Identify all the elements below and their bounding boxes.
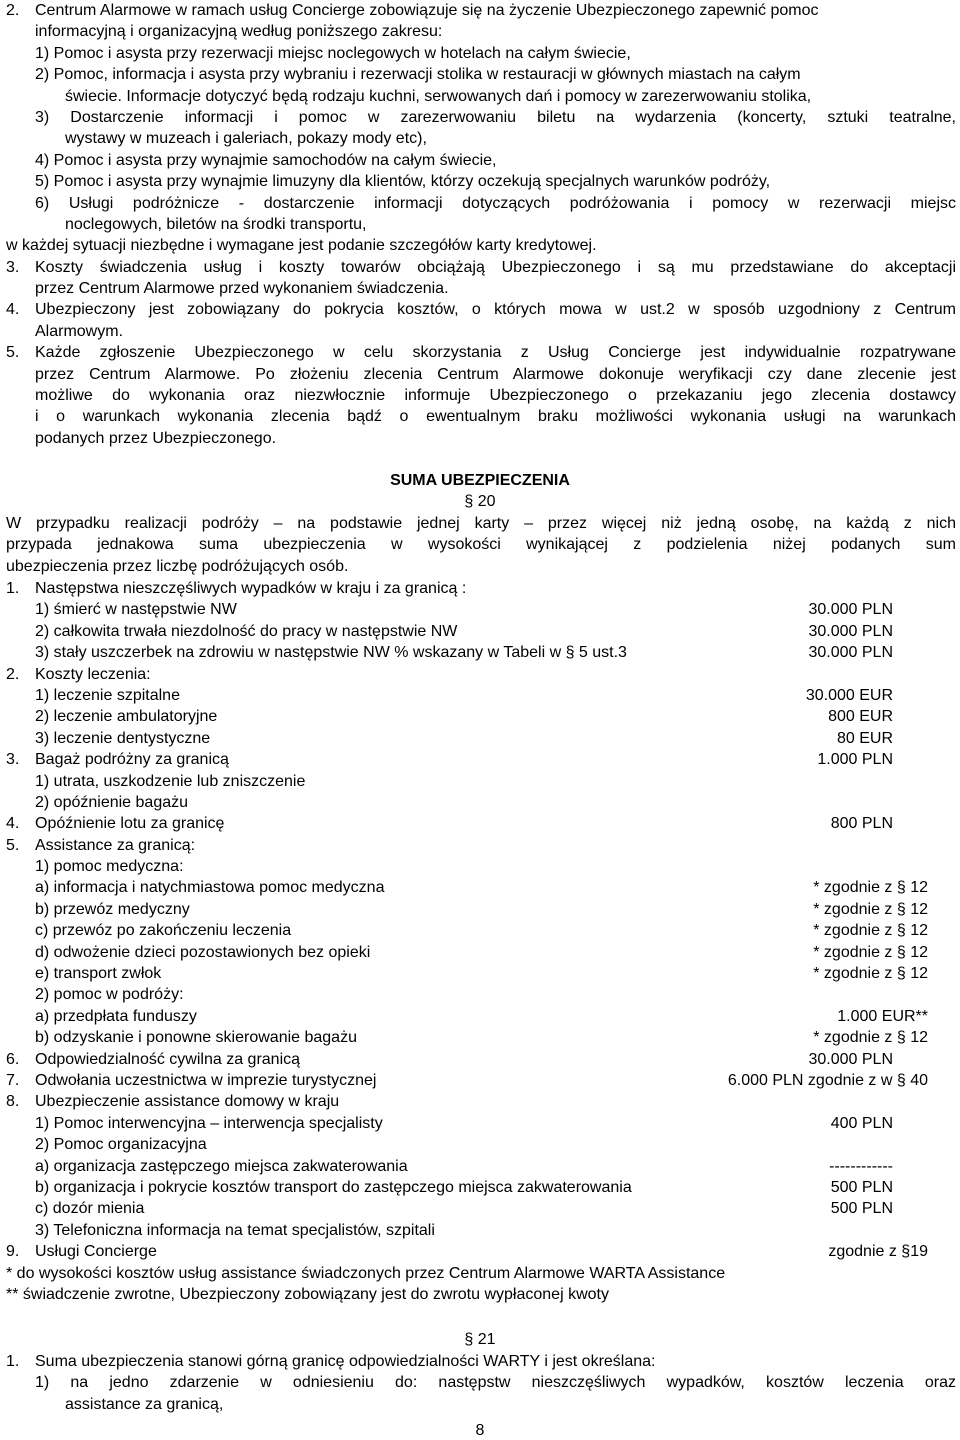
sum-row-label (6, 1263, 725, 1284)
sum-row-amount: 1.000 PLN (817, 751, 893, 769)
text-line-content: Każde zgłoszenie Ubezpieczonego w celu skorzystania z Usług Concierge jest indywidualnie rozpatrywane (35, 344, 956, 362)
insurance-sum-heading-block (0, 470, 960, 513)
sum-row (0, 835, 960, 856)
sum-row-amount: * zgodnie z § 12 (813, 1029, 928, 1047)
item-number: 2. (6, 665, 20, 683)
paragraph-21-text (0, 1351, 960, 1415)
text-line (0, 278, 960, 299)
text-line (0, 64, 960, 85)
paragraph-21-mark: § 21 (464, 1331, 496, 1348)
sum-row-label (35, 1177, 632, 1198)
text-line (0, 342, 960, 363)
sum-row-label (35, 685, 180, 706)
sum-row (0, 706, 960, 727)
text-line-content: 1) na jedno zdarzenie w odniesieniu do: następstw nieszczęśliwych wypadków, kosztów leczenia oraz (35, 1374, 956, 1392)
sum-row-amount: 30.000 PLN (808, 1050, 893, 1068)
sum-row-label (35, 1113, 383, 1134)
sum-row-text: Usługi Concierge (35, 1243, 157, 1261)
text-line-content: assistance za granicą, (65, 1395, 224, 1413)
item-number: 5. (6, 836, 20, 854)
insurance-sums-list (0, 578, 960, 1305)
sum-row-label (6, 1284, 609, 1305)
item-number: 2. (6, 2, 20, 19)
sum-row-text: Koszty leczenia: (35, 665, 151, 683)
text-line (0, 0, 960, 21)
sum-row-label (35, 1027, 357, 1048)
sum-row-amount: 1.000 EUR** (837, 1007, 928, 1025)
sum-row (0, 1220, 960, 1241)
sum-row-amount: ------------ (829, 1157, 893, 1175)
sum-row (0, 1070, 960, 1091)
sum-row (0, 642, 960, 663)
text-line-content: 4) Pomoc i asysta przy wynajmie samochodów na całym świecie, (35, 151, 497, 169)
sum-row (0, 728, 960, 749)
text-line (0, 321, 960, 342)
page-footer (0, 1420, 960, 1440)
sum-row-amount: 80 EUR (836, 729, 893, 747)
text-line (0, 21, 960, 42)
sum-row-label (35, 1198, 144, 1219)
text-line (0, 235, 960, 256)
sum-row (0, 1284, 960, 1305)
sum-row-text: a) przedpłata funduszy (35, 1007, 197, 1025)
paragraph-20-mark: § 20 (464, 493, 496, 511)
item-number: 8. (6, 1093, 20, 1111)
text-line (0, 1394, 960, 1415)
text-line (0, 171, 960, 192)
sum-row-amount: * zgodnie z § 12 (813, 965, 928, 983)
sum-row (0, 1134, 960, 1155)
sum-row-text: d) odwożenie dzieci pozostawionych bez opieki (35, 943, 371, 961)
sum-row-text: b) organizacja i pokrycie kosztów transport do zastępczego miejsca zakwaterowania (35, 1178, 632, 1196)
sum-row (0, 1049, 960, 1070)
sum-row-label (35, 706, 217, 727)
sum-row-text: a) informacja i natychmiastowa pomoc medyczna (35, 879, 385, 897)
paragraph-21-block (0, 1329, 960, 1350)
text-line (0, 385, 960, 406)
sum-row-label (35, 792, 188, 813)
sum-row-amount: 30.000 PLN (808, 644, 893, 662)
item-number: 6. (6, 1050, 20, 1068)
sum-row-label (35, 856, 184, 877)
item-number: 1. (6, 580, 20, 597)
text-line-content: Alarmowym. (35, 322, 124, 340)
sum-row-amount: 400 PLN (830, 1114, 893, 1132)
text-line-content: przez Centrum Alarmowe. Po złożeniu zlecenia Centrum Alarmowe dokonuje weryfikacji czy dane zlecenie jest (35, 365, 956, 383)
sum-row-label (6, 1241, 157, 1262)
text-line-content: przypada jednakowa suma ubezpieczenia w wysokości wynikającej z podzielenia niżej podanych sum (6, 536, 956, 554)
text-line (0, 513, 960, 534)
sum-row-label (35, 728, 210, 749)
sum-row-label (6, 1091, 339, 1112)
sum-row-amount: 30.000 PLN (808, 601, 893, 619)
sum-row-label (6, 1049, 300, 1070)
sum-row (0, 1177, 960, 1198)
sum-row-label (6, 578, 466, 599)
item-number: 3. (6, 258, 20, 276)
sum-row-amount: 500 PLN (830, 1178, 893, 1196)
text-line-content: Koszty świadczenia usług i koszty towarów obciążają Ubezpieczonego i są mu przedstawiane do akceptacji (35, 258, 956, 276)
sum-row (0, 899, 960, 920)
text-line-content: wystawy w muzeach i galeriach, pokazy mody etc), (65, 130, 427, 148)
sum-row-text: 2) opóźnienie bagażu (35, 793, 189, 811)
text-line (0, 428, 960, 449)
sum-row-amount: 500 PLN (830, 1200, 893, 1218)
sum-row-text: 1) śmierć w następstwie NW (35, 601, 237, 619)
sum-row (0, 792, 960, 813)
text-line-content: 5) Pomoc i asysta przy wynajmie limuzyny dla klientów, którzy oczekują specjalnych warunków podróży, (35, 173, 771, 191)
sum-row-text: 3) stały uszczerbek na zdrowiu w następstwie NW % wskazany w Tabeli w § 5 ust.3 (35, 644, 627, 662)
sum-row (0, 685, 960, 706)
text-line (0, 534, 960, 555)
insurance-sum-intro (0, 513, 960, 577)
sum-row-text: Odpowiedzialność cywilna za granicą (35, 1050, 301, 1068)
sum-row-amount: 800 PLN (830, 815, 893, 833)
sum-row-text: 2) Pomoc organizacyjna (35, 1136, 207, 1154)
sum-row-text: 3) leczenie dentystyczne (35, 729, 211, 747)
text-line (0, 43, 960, 64)
section-title: SUMA UBEZPIECZENIA (390, 472, 570, 489)
sum-row-amount: 800 EUR (828, 708, 893, 726)
sum-row (0, 1091, 960, 1112)
sum-row-label (35, 771, 305, 792)
sum-row-label (35, 621, 457, 642)
sum-row-text: 2) leczenie ambulatoryjne (35, 708, 218, 726)
sum-row-text: * do wysokości kosztów usług assistance świadczonych przez Centrum Alarmowe WARTA Assistance (6, 1264, 726, 1282)
text-line-content: 2) Pomoc, informacja i asysta przy wybraniu i rezerwacji stolika w restauracji w głównych miastach na całym (35, 66, 801, 84)
sum-row (0, 856, 960, 877)
sum-row-text: a) organizacja zastępczego miejsca zakwaterowania (35, 1157, 408, 1175)
sum-row (0, 813, 960, 834)
sum-row-label (35, 963, 161, 984)
sum-row-label (35, 1006, 197, 1027)
text-line (0, 193, 960, 214)
sum-row (0, 1263, 960, 1284)
text-line (0, 150, 960, 171)
sum-row-text: 1) leczenie szpitalne (35, 686, 180, 704)
sum-row-text: Ubezpieczenie assistance domowy w kraju (35, 1093, 340, 1111)
item-number: 9. (6, 1243, 20, 1261)
sum-row-amount: * zgodnie z § 12 (813, 879, 928, 897)
sum-row (0, 664, 960, 685)
sum-row-text: 1) pomoc medyczna: (35, 858, 184, 876)
sum-row-text: c) przewóz po zakończeniu leczenia (35, 922, 292, 940)
sum-row (0, 920, 960, 941)
sum-row (0, 984, 960, 1005)
sum-row-label (35, 642, 627, 663)
sum-row-text: 1) Pomoc interwencyjna – interwencja specjalisty (35, 1114, 383, 1132)
text-line-content: w każdej sytuacji niezbędne i wymagane jest podanie szczegółów karty kredytowej. (6, 237, 597, 255)
text-line-content: świecie. Informacje dotyczyć będą rodzaju kuchni, serwowanych dań i pomocy w zarezerwowaniu stolika, (65, 87, 812, 105)
sum-row (0, 578, 960, 599)
item-number: 5. (6, 344, 20, 362)
sum-row-amount: * zgodnie z § 12 (813, 900, 928, 918)
sum-row-text: Opóźnienie lotu za granicę (35, 815, 225, 833)
item-number: 4. (6, 815, 20, 833)
sum-row-text: 1) utrata, uszkodzenie lub zniszczenie (35, 772, 306, 790)
sum-row (0, 877, 960, 898)
text-line (0, 86, 960, 107)
sum-row-label (35, 1156, 408, 1177)
sum-row-label (6, 1070, 376, 1091)
sum-row-amount: 30.000 EUR (805, 686, 893, 704)
sum-row-text: b) przewóz medyczny (35, 900, 190, 918)
sum-row-label (6, 749, 229, 770)
sum-row-amount: 30.000 PLN (808, 622, 893, 640)
text-line-content: ubezpieczenia przez liczbę podróżujących osób. (6, 557, 349, 575)
sum-row (0, 942, 960, 963)
sum-row (0, 1113, 960, 1134)
sum-row-text: Odwołania uczestnictwa w imprezie turystycznej (35, 1071, 377, 1089)
sum-row-text: c) dozór mienia (35, 1200, 145, 1218)
sum-row-label (35, 984, 184, 1005)
text-line (0, 1372, 960, 1393)
text-line (0, 128, 960, 149)
sum-row-label (35, 920, 291, 941)
sum-row-text: e) transport zwłok (35, 965, 162, 983)
text-line (0, 107, 960, 128)
text-line-content: możliwe do wykonania oraz niezwłocznie informuje Ubezpieczonego o przekazaniu jego zlecenia dostawcy (35, 387, 956, 405)
sum-row (0, 599, 960, 620)
item-number: 4. (6, 301, 20, 319)
text-line-content: i o warunkach wykonania zlecenia bądź o ewentualnym braku możliwości wykonania usługi na warunkach (35, 408, 956, 426)
text-line-content: noclegowych, biletów na środki transportu, (65, 215, 367, 233)
sum-row-text: 3) Telefoniczna informacja na temat specjalistów, szpitali (35, 1221, 435, 1239)
sum-row-text: Assistance za granicą: (35, 836, 196, 854)
sum-row-text: 2) pomoc w podróży: (35, 986, 184, 1004)
text-line-content: Centrum Alarmowe w ramach usług Concierge zobowiązuje się na życzenie Ubezpieczonego zapewnić pomoc (35, 2, 819, 19)
text-line-content: podanych przez Ubezpieczonego. (35, 429, 277, 447)
text-line (0, 214, 960, 235)
concierge-services-section (0, 0, 960, 449)
sum-row-amount: zgodnie z §19 (828, 1243, 928, 1261)
text-line (0, 257, 960, 278)
sum-row-amount: * zgodnie z § 12 (813, 922, 928, 940)
sum-row-label (35, 942, 370, 963)
sum-row (0, 1006, 960, 1027)
sum-row-label (35, 1134, 207, 1155)
sum-row (0, 621, 960, 642)
sum-row-text: Następstwa nieszczęśliwych wypadków w kraju i za granicą : (35, 580, 467, 597)
text-line-content: przez Centrum Alarmowe przed wykonaniem świadczenia. (35, 280, 449, 298)
sum-row-label (6, 813, 224, 834)
text-line (0, 556, 960, 577)
sum-row-label (6, 835, 195, 856)
text-line (0, 1351, 960, 1372)
text-line (0, 406, 960, 427)
text-line-content: 1) Pomoc i asysta przy rezerwacji miejsc noclegowych w hotelach na całym świecie, (35, 44, 631, 62)
sum-row-amount: 6.000 PLN zgodnie z w § 40 (727, 1071, 928, 1089)
sum-row-text: b) odzyskanie i ponowne skierowanie bagażu (35, 1029, 357, 1047)
sum-row (0, 1241, 960, 1262)
sum-row-text: 2) całkowita trwała niezdolność do pracy w następstwie NW (35, 622, 458, 640)
sum-row-label (6, 664, 151, 685)
item-number: 7. (6, 1071, 20, 1089)
sum-row-label (35, 877, 384, 898)
sum-row (0, 771, 960, 792)
sum-row (0, 749, 960, 770)
sum-row-label (35, 599, 237, 620)
sum-row (0, 1198, 960, 1219)
sum-row-label (35, 1220, 435, 1241)
text-line (0, 364, 960, 385)
text-line (0, 299, 960, 320)
text-line-content: W przypadku realizacji podróży – na podstawie jednej karty – przez więcej niż jedną osobę, na każdą z nich (6, 515, 956, 532)
sum-row (0, 1027, 960, 1048)
sum-row-amount: * zgodnie z § 12 (813, 943, 928, 961)
page-number: 8 (475, 1422, 485, 1439)
text-line-content: 3) Dostarczenie informacji i pomoc w zarezerwowaniu biletu na wydarzenia (koncerty, sztuki teatralne, (35, 108, 956, 126)
text-line-content: 6) Usługi podróżnicze - dostarczenie informacji dotyczących podróżowania i pomocy w rezerwacji miejsc (35, 194, 956, 212)
text-line-content: informacyjną i organizacyjną według poniższego zakresu: (35, 23, 443, 41)
item-number: 3. (6, 751, 20, 769)
sum-row-label (35, 899, 190, 920)
sum-row-text: Bagaż podróżny za granicą (35, 751, 229, 769)
text-line-content: Suma ubezpieczenia stanowi górną granicę odpowiedzialności WARTY i jest określana: (35, 1353, 656, 1370)
item-number: 1. (6, 1353, 20, 1370)
sum-row (0, 1156, 960, 1177)
text-line-content: Ubezpieczony jest zobowiązany do pokrycia kosztów, o których mowa w ust.2 w sposób uzgodniony z Centrum (35, 301, 956, 319)
sum-row-text: ** świadczenie zwrotne, Ubezpieczony zobowiązany jest do zwrotu wypłaconej kwoty (6, 1285, 609, 1303)
sum-row (0, 963, 960, 984)
